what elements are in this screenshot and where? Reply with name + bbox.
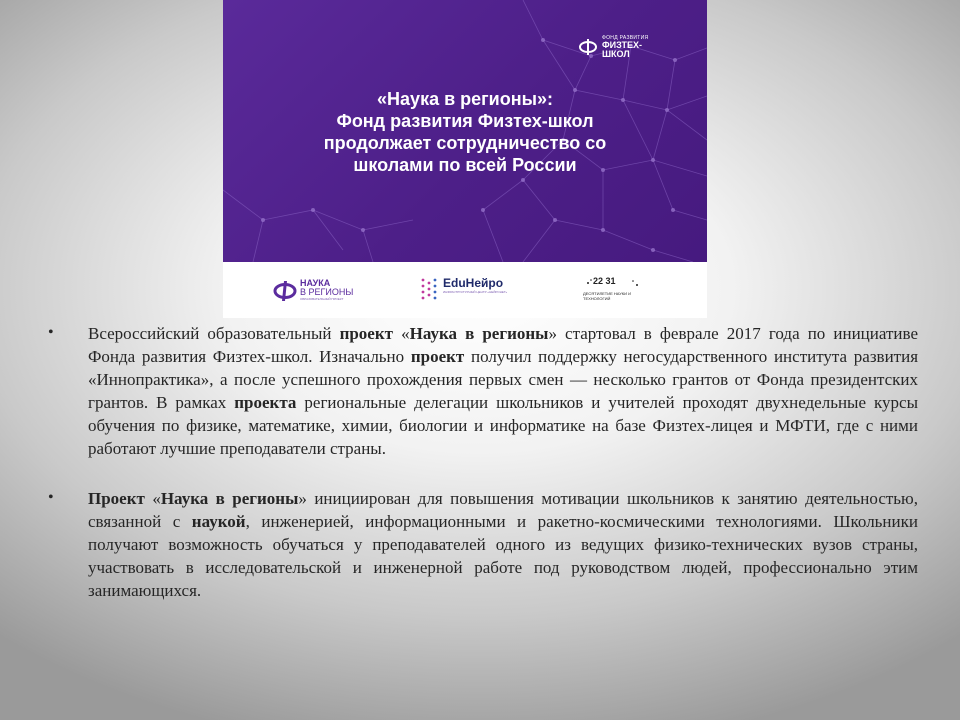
text-run: «	[144, 489, 161, 508]
nauka-v-regiony-logo	[273, 279, 353, 302]
fund-logo-line2: ШКОЛ	[602, 48, 630, 59]
bullet-list	[48, 322, 918, 602]
bold-run: Наука в регионы	[409, 324, 549, 343]
text-run: региональные делегации школьников и учителей проходят двухнедельные курсы обучения по физике, математике, химии, биологии и информатике на базе Физтех-лицея и МФТИ, где с ними работают лучшие преподаватели страны.	[88, 393, 918, 458]
text-run: Всероссийский образовательный	[88, 324, 340, 343]
phi-logo-icon	[273, 280, 297, 302]
decade-science-logo	[583, 277, 653, 305]
eduneiro-logo	[420, 276, 507, 302]
partner-logos	[223, 262, 707, 318]
bold-run: проект	[410, 347, 465, 366]
text-run: получил поддержку негосударственного института развития «Иннопрактика», а после успешного прохождения первых смен — несколько грантов от Фонда президентских грантов. В рамках	[88, 347, 919, 412]
banner-purple-area	[223, 0, 707, 262]
bullet-paragraph	[88, 487, 918, 602]
bullet-paragraph	[88, 322, 918, 460]
banner-headline	[223, 88, 707, 176]
bullet-item	[48, 322, 918, 460]
text-run: «	[393, 324, 410, 343]
headline-line: «Наука в регионы»:	[377, 89, 553, 109]
neuron-dots-icon	[420, 276, 440, 302]
bullet-marker: •	[48, 489, 54, 506]
bold-run: проект	[339, 324, 394, 343]
decade-tag: ДЕСЯТИЛЕТИЕ НАУКИ И ТЕХНОЛОГИЙ	[583, 291, 631, 301]
eduneiro-name: EduНейро	[443, 276, 504, 290]
promo-banner	[223, 0, 707, 318]
bold-run: Наука в регионы	[160, 489, 299, 508]
eduneiro-tag: ИНФРАСТРУКТУРНЫЙ ЦЕНТР «НЕЙРОНЕТ»	[443, 290, 508, 294]
decade-years: 22 31	[593, 276, 616, 286]
phi-logo-icon	[579, 38, 597, 56]
nauka-logo-tag: ОБРАЗОВАТЕЛЬНЫЙ ПРОЕКТ	[300, 297, 344, 301]
nauka-logo-name: НАУКА	[300, 278, 331, 288]
text-run: » стартовал в феврале 2017 года по инициативе Фонда развития Физтех-школ. Изначально	[88, 324, 918, 366]
text-run: » инициирован для повышения мотивации школьников к занятию деятельностью, связанной с	[88, 489, 918, 531]
fund-logo-line1: ФИЗТЕХ-	[602, 39, 642, 50]
bold-run: наукой	[191, 512, 246, 531]
headline-line: Фонд развития Физтех-школ	[336, 111, 594, 131]
bold-run: Проект	[88, 489, 145, 508]
bullet-marker: •	[48, 324, 54, 341]
nauka-logo-sub: В РЕГИОНЫ	[300, 287, 354, 297]
fund-logo-small: ФОНД РАЗВИТИЯ	[602, 34, 649, 41]
headline-line: школами по всей России	[353, 155, 577, 175]
bullet-item	[48, 487, 918, 602]
headline-line: продолжает сотрудничество со	[323, 133, 607, 153]
text-run: , инженерией, информационными и ракетно-космическими технологиями. Школьники получают возможность обучаться у преподавателей одного из ведущих физико-технических вузов страны, участвовать в исследовательской и инженерной работе под руководством людей, профессионально этим занимающихся.	[88, 512, 918, 600]
fund-logo	[579, 34, 648, 60]
bold-run: проекта	[234, 393, 297, 412]
